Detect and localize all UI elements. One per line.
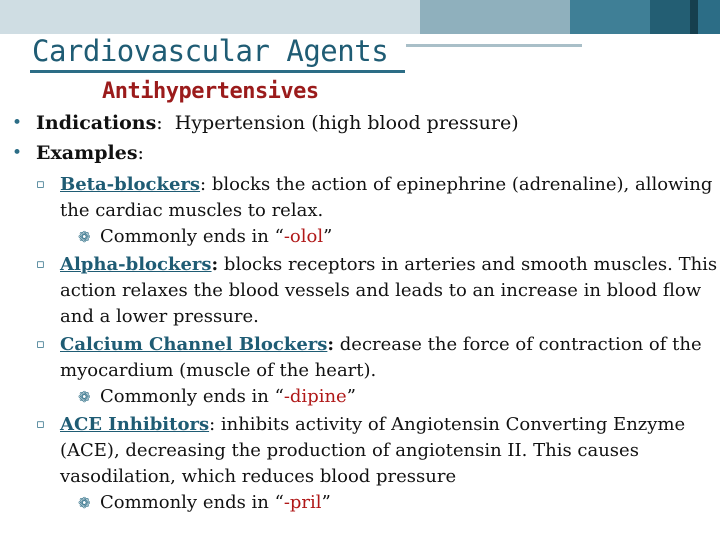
- note-prefix: Commonly ends in “: [100, 226, 284, 247]
- note-prefix: Commonly ends in “: [100, 386, 284, 407]
- note-bullet-icon: ❁: [78, 494, 91, 512]
- bullet-indications: [0, 108, 720, 138]
- list-item-beta-blockers: [0, 172, 720, 224]
- indications-text: Hypertension (high blood pressure): [162, 112, 519, 134]
- sub-bullet-marker: ▫: [36, 257, 45, 272]
- drug-sep: :: [327, 334, 335, 355]
- examples-sep: :: [137, 142, 144, 164]
- note-end: ”: [346, 386, 356, 407]
- slide-subtitle: Antihypertensives: [102, 79, 319, 104]
- note-calcium-channel-blockers: [0, 384, 720, 410]
- drug-name: ACE Inhibitors: [60, 414, 210, 435]
- title-underline: [30, 70, 405, 73]
- suffix-text: -dipine: [283, 386, 347, 407]
- list-item-calcium-channel-blockers: [0, 332, 720, 384]
- drug-sep: :: [211, 254, 219, 275]
- drug-name: Beta-blockers: [60, 174, 201, 195]
- sub-bullet-marker: ▫: [36, 417, 45, 432]
- list-item-ace-inhibitors: [0, 412, 720, 490]
- note-end: ”: [321, 492, 331, 513]
- drug-description: blocks receptors in arteries and smooth muscles. This action relaxes the blood vessels and leads to an increase in blood flow and a lower pressure.: [60, 254, 718, 327]
- slide-body: [0, 108, 720, 516]
- drug-description: : inhibits activity of Angiotensin Converting Enzyme (ACE), decreasing the production of angiotensin II. This causes vasodilation, which reduces blood pressure: [60, 414, 686, 487]
- drug-description: decrease the force of contraction of the myocardium (muscle of the heart).: [60, 334, 702, 381]
- title-accent-line: [406, 44, 582, 47]
- note-beta-blockers: [0, 224, 720, 250]
- note-ace-inhibitors: [0, 490, 720, 516]
- sub-bullet-marker: ▫: [36, 177, 45, 192]
- indications-label: Indications: [36, 112, 157, 134]
- bullet-marker: •: [12, 113, 23, 133]
- suffix-text: -pril: [283, 492, 322, 513]
- bullet-marker: •: [12, 143, 23, 163]
- note-bullet-icon: ❁: [78, 388, 91, 406]
- sub-bullet-marker: ▫: [36, 337, 45, 352]
- drug-name: Alpha-blockers: [60, 254, 212, 275]
- bullet-examples: [0, 138, 720, 168]
- drug-name: Calcium Channel Blockers: [60, 334, 328, 355]
- note-bullet-icon: ❁: [78, 228, 91, 246]
- suffix-text: -olol: [283, 226, 324, 247]
- slide-title: Cardiovascular Agents: [32, 34, 389, 68]
- examples-label: Examples: [36, 142, 138, 164]
- drug-description: : blocks the action of epinephrine (adrenaline), allowing the cardiac muscles to relax.: [60, 174, 713, 221]
- indications-sep: :: [156, 112, 163, 134]
- list-item-alpha-blockers: [0, 252, 720, 330]
- note-end: ”: [323, 226, 333, 247]
- note-prefix: Commonly ends in “: [100, 492, 284, 513]
- header-decoration-bar: [0, 0, 720, 34]
